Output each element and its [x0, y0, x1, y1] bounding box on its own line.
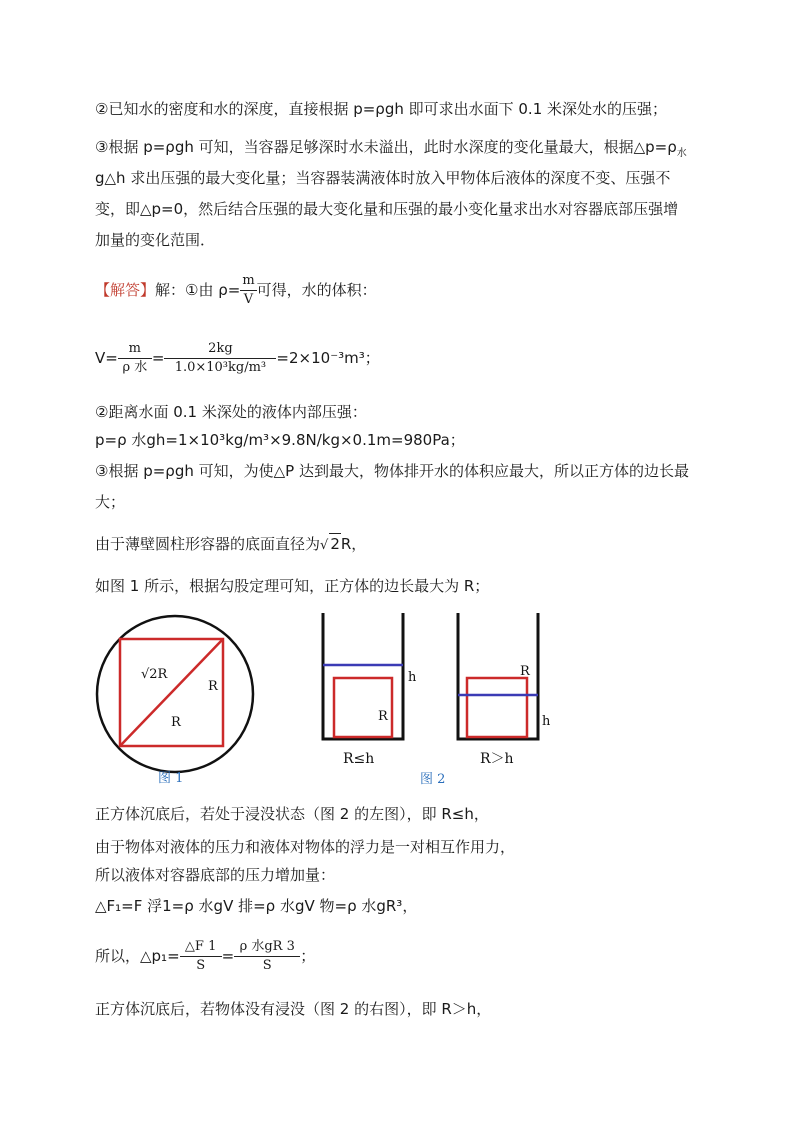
text-line-15: 由于物体对液体的压力和液体对物体的浮力是一对相互作用力，: [95, 838, 516, 856]
answer-tag: 【解答】: [95, 281, 156, 299]
fig1-bottom-label: R: [171, 715, 181, 730]
fig2-right-R: R: [520, 664, 530, 679]
text-line-5: 加量的变化范围．: [95, 231, 216, 249]
volume-frac1-num: m: [118, 340, 152, 359]
pressure-frac2-den: S: [262, 958, 272, 973]
fig2-left-R: R: [378, 709, 388, 724]
text-line-13: 如图 1 所示，根据勾股定理可知，正方体的边长最大为 R；: [95, 577, 490, 595]
answer-line: [95, 272, 377, 309]
answer-tail: 可得，水的体积：: [256, 281, 377, 299]
text-line-11: 大；: [95, 493, 126, 511]
pressure-line: [95, 938, 315, 975]
fig1-side-label: R: [208, 679, 218, 694]
fig2-left-cube: [334, 678, 392, 737]
answer-intro: 解：①由 ρ=: [155, 281, 241, 299]
text-line-2-sub: 水: [676, 148, 687, 159]
volume-lhs: V=: [95, 349, 118, 367]
volume-frac1-den: ρ 水: [122, 360, 148, 375]
text-line-4: 变，即△p=0，然后结合压强的最大变化量和压强的最小变化量求出水对容器底部压强增: [95, 200, 679, 218]
pressure-frac1: [180, 938, 222, 975]
figure-2: [310, 605, 560, 790]
fig2-caption: 图 2: [420, 772, 446, 787]
volume-frac1: [118, 340, 152, 377]
pressure-frac2: [234, 938, 300, 975]
text-line-2-main: ③根据 p=ρgh 可知，当容器足够深时水未溢出，此时水深度的变化量最大，根据△p=ρ: [95, 138, 677, 156]
pressure-frac1-num: △F 1: [180, 938, 222, 957]
volume-frac2-num: 2kg: [164, 340, 276, 359]
fig2-right-h: h: [542, 714, 551, 729]
text-line-12: 由于薄壁圆柱形容器的底面直径为√ 2R，: [95, 535, 367, 553]
density-fraction: [240, 272, 256, 309]
fig2-left-caption: R≤h: [343, 751, 375, 767]
text-line-12-b: R，: [340, 535, 367, 553]
text-line-2: [95, 137, 687, 164]
text-line-14: 正方体沉底后，若处于浸没状态（图 2 的左图），即 R≤h，: [95, 805, 489, 823]
volume-rhs: =2×10⁻³m³；: [276, 349, 380, 367]
volume-frac2-den: 1.0×10³kg/m³: [174, 360, 267, 375]
fig1-diag-label: √2R: [141, 667, 168, 682]
volume-frac2: [164, 340, 276, 377]
density-frac-num: m: [240, 272, 256, 291]
text-line-16: 所以液体对容器底部的压力增加量：: [95, 866, 336, 884]
text-line-12-a: 由于薄壁圆柱形容器的底面直径为: [95, 535, 321, 553]
sqrt-two: 2: [330, 535, 340, 553]
density-frac-den: V: [243, 292, 254, 307]
volume-eq: =: [151, 349, 165, 367]
text-line-17: △F₁=F 浮1=ρ 水gV 排=ρ 水gV 物=ρ 水gR³，: [95, 897, 418, 915]
fig2-left-h: h: [408, 670, 417, 685]
text-line-19: 正方体沉底后，若物体没有浸没（图 2 的右图），即 R＞h，: [95, 1000, 492, 1018]
text-line-8: ②距离水面 0.1 米深处的液体内部压强：: [95, 403, 367, 421]
text-line-1: ②已知水的密度和水的深度，直接根据 p=ρgh 即可求出水面下 0.1 米深处水的压强；: [95, 100, 668, 118]
fig1-caption: 图 1: [158, 771, 184, 786]
pressure-end: ；: [300, 947, 316, 965]
volume-line: [95, 340, 380, 377]
fig2-right-cube: [467, 678, 527, 737]
pressure-lhs: 所以，△p₁=: [95, 947, 180, 965]
text-line-3: g△h 求出压强的最大变化量；当容器装满液体时放入甲物体后液体的深度不变、压强不: [95, 169, 671, 187]
text-line-9: p=ρ 水gh=1×10³kg/m³×9.8N/kg×0.1m=980Pa；: [95, 431, 465, 449]
pressure-eq: =: [221, 947, 235, 965]
pressure-frac2-num: ρ 水gR 3: [234, 938, 300, 957]
pressure-frac1-den: S: [196, 958, 206, 973]
figure-1: [92, 612, 264, 792]
text-line-10: ③根据 p=ρgh 可知，为使△P 达到最大，物体排开水的体积应最大，所以正方体的边长最: [95, 462, 689, 480]
fig2-right-caption: R＞h: [480, 751, 514, 767]
